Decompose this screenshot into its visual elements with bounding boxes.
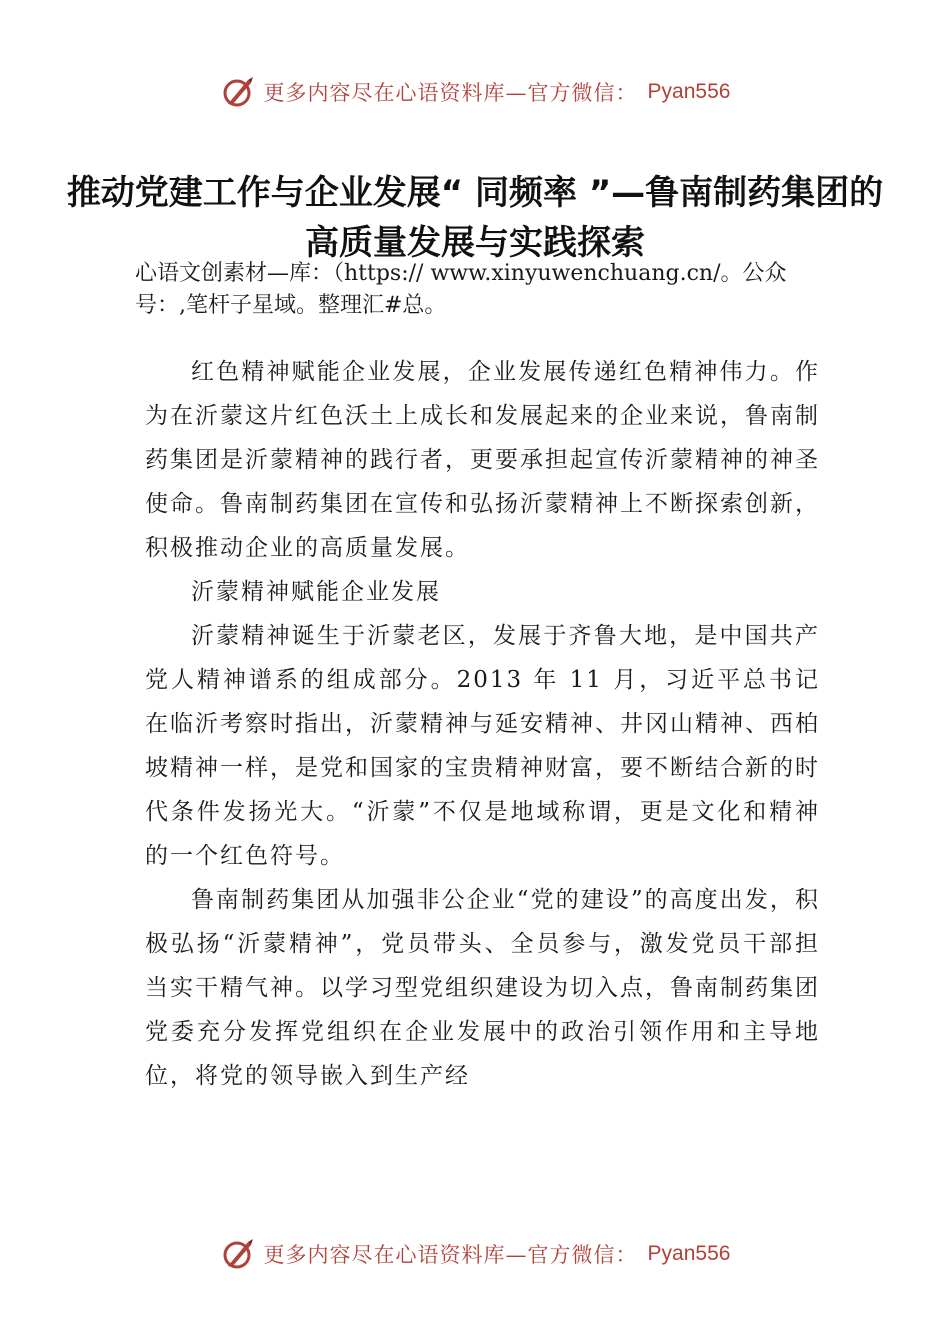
section-heading: 沂蒙精神赋能企业发展 [191, 579, 441, 605]
wechat-handle: Pyan556 [647, 1242, 731, 1265]
quill-pen-logo-icon [220, 74, 256, 110]
banner-text: 更多内容尽在心语资料库—官方微信： [263, 1243, 638, 1267]
document-body [145, 350, 820, 1098]
paragraph: 沂蒙精神诞生于沂蒙老区，发展于齐鲁大地，是中国共产党人精神谱系的组成部分。2013 年 11 月，习近平总书记在临沂考察时指出，沂蒙精神与延安精神、井冈山精神、西柏坡精神一样，是党和国家的宝贵精神财富，要不断结合新的时代条件发扬光大。“沂蒙”不仅是地域称谓，更是文化和精神的一个红色符号。 [145, 623, 820, 869]
quill-pen-logo-icon [220, 1236, 256, 1272]
paragraph: 红色精神赋能企业发展，企业发展传递红色精神伟力。作为在沂蒙这片红色沃土上成长和发展起来的企业来说，鲁南制药集团是沂蒙精神的践行者，更要承担起宣传沂蒙精神的神圣使命。鲁南制药集团在宣传和弘扬沂蒙精神上不断探索创新，积极推动企业的高质量发展。 [145, 359, 820, 561]
source-line: 心语文创素材—库：（https:// www.xinyuwenchuang.cn/。公众号：,笔杆子星域。整理汇#总。 [135, 261, 787, 318]
banner-text: 更多内容尽在心语资料库—官方微信： [263, 81, 638, 105]
header-watermark-banner [0, 70, 950, 114]
document-title: 推动党建工作与企业发展“ 同频率 ”—鲁南制药集团的高质量发展与实践探索 [66, 173, 884, 263]
footer-watermark-banner [0, 1232, 950, 1276]
paragraph: 鲁南制药集团从加强非公企业“党的建设”的高度出发，积极弘扬“沂蒙精神”，党员带头、全员参与，激发党员干部担当实干精气神。以学习型党组织建设为切入点，鲁南制药集团党委充分发挥党组织在企业发展中的政治引领作用和主导地位，将党的领导嵌入到生产经 [145, 887, 820, 1089]
wechat-handle: Pyan556 [647, 80, 731, 103]
